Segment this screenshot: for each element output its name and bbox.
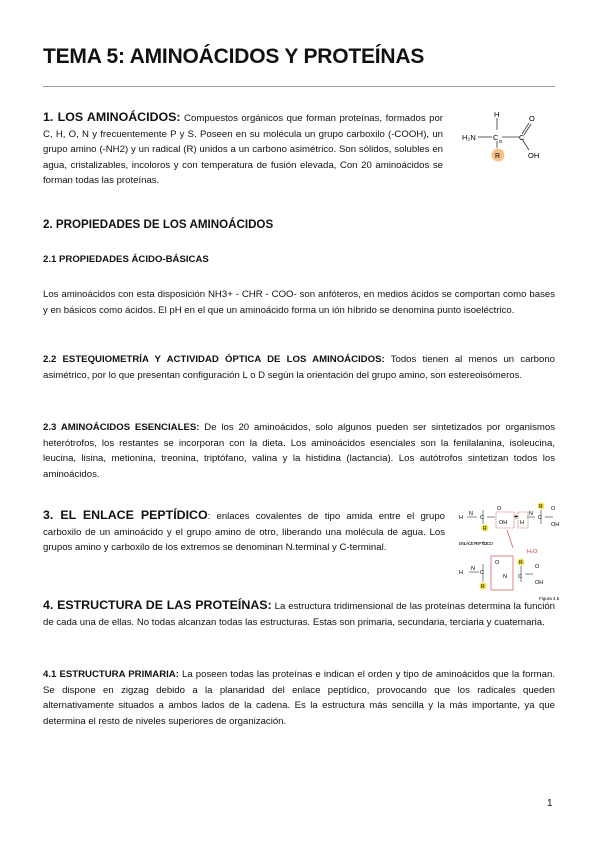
atom-o2: O <box>551 506 556 512</box>
atom-h3: H <box>459 570 463 576</box>
atom-o4: O <box>535 564 540 570</box>
water-label: H₂O <box>527 549 538 555</box>
peptide-bond-figure <box>455 500 561 604</box>
figure-caption: Figura 4.5 <box>539 596 560 601</box>
title-divider <box>43 86 555 87</box>
section-2-2-paragraph <box>43 352 555 383</box>
atom-c2: C <box>538 515 542 521</box>
section-4-text: La estructura tridimensional de las proteínas determina la función de cada una de ellas. No todas alcanzan todas las estructuras. Estas son primaria, secundaria, terciaria y cuaternaria. <box>43 601 555 628</box>
atom-r1: R <box>483 526 487 532</box>
atom-oh1: OH <box>499 520 508 526</box>
section-3-paragraph <box>43 508 445 556</box>
plus-sign: + <box>514 514 519 521</box>
section-2-3-paragraph <box>43 420 555 482</box>
atom-h1: H <box>459 515 463 521</box>
atom-h2: H <box>520 520 524 526</box>
label-h2n: H₂N <box>462 133 476 142</box>
peptide-bond-label: ENLACE PEPTÍDICO <box>459 541 493 546</box>
section-2-3-text: De los 20 aminoácidos, solo algunos pueden ser sintetizados por organismos heterótrofos, los restantes se incorporan con la dieta. Los aminoácidos esenciales son la fenilalanina, isoleucina, leucina, lisina, metionina, treonina, triptófano, valina y la histidina (lactancia). Los autótrofos sintetizan todos los aminoácidos. <box>43 422 555 480</box>
section-2-1-text: Los aminoácidos con esta disposición NH3+ - CHR - COO- son anfóteros, en medios ácidos se comportan como bases y en básicos como ácidos. El pH en el que un aminoácido forma un ión híbrido se denomina punto isoeléctrico. <box>43 289 555 316</box>
section-4-paragraph <box>43 598 555 630</box>
amino-acid-structure-figure <box>458 108 558 170</box>
section-2-1-heading: 2.1 PROPIEDADES ÁCIDO-BÁSICAS <box>43 254 209 265</box>
atom-n3: N <box>471 566 475 572</box>
section-2-2-heading: 2.2 ESTEQUIOMETRÍA Y ACTIVIDAD ÓPTICA DE LOS AMINOÁCIDOS: <box>43 354 385 365</box>
section-1-heading: 1. LOS AMINOÁCIDOS: <box>43 110 181 124</box>
label-alpha: α <box>499 139 502 145</box>
section-3-heading: 3. EL ENLACE PEPTÍDICO <box>43 508 208 522</box>
atom-r2: R <box>539 504 543 510</box>
document-title: TEMA 5: AMINOÁCIDOS Y PROTEÍNAS <box>43 45 425 68</box>
atom-r3: R <box>481 584 485 590</box>
section-2-2-text: Todos tienen al menos un carbono asimétrico, por lo que presentan configuración L o D según la orientación del grupo amino, son estereoisómeros. <box>43 354 555 381</box>
section-4-heading: 4. ESTRUCTURA DE LAS PROTEÍNAS: <box>43 598 272 612</box>
section-4-1-heading: 4.1 ESTRUCTURA PRIMARIA: <box>43 669 179 680</box>
label-r: R <box>495 153 501 160</box>
atom-n2: N <box>529 511 533 517</box>
section-4-1-paragraph <box>43 667 555 729</box>
page-number: 1 <box>547 798 553 809</box>
atom-c4: C <box>518 574 522 580</box>
atom-c1: C <box>480 515 484 521</box>
section-1-paragraph <box>43 110 443 189</box>
atom-c3: C <box>480 570 484 576</box>
label-c: C <box>519 133 525 142</box>
label-oh: OH <box>528 151 540 160</box>
atom-o3: O <box>495 560 500 566</box>
section-3-text: : enlaces covalentes de tipo amida entre el grupo carboxilo de un aminoácido y el grupo amino de otro, liberando una molécula de agua. Los grupos amino y carboxilo de los extremos se denominan N.terminal y C-terminal. <box>43 511 446 554</box>
atom-oh4: OH <box>535 580 544 586</box>
atom-oh2: OH <box>551 522 560 528</box>
section-1-text: Compuestos orgánicos que forman proteínas, formados por C, H, O, N y frecuentemente P y S. Poseen en su molécula un grupo carboxilo (-COOH), un grupo amino (-NH2) y un radical (R) unidos a un carbono asimétrico. Son sólidos, solubles en agua, cristalizables, incoloros y con temperatura de fusión elevada, Con 20 aminoácidos se forman todas las proteínas. <box>43 113 443 187</box>
section-2-3-heading: 2.3 AMINOÁCIDOS ESENCIALES: <box>43 422 200 433</box>
atom-r4: R <box>519 560 523 566</box>
label-o: O <box>529 114 535 123</box>
atom-n1: N <box>469 511 473 517</box>
atom-o1: O <box>497 506 502 512</box>
section-4-1-text: La poseen todas las proteínas e indican el orden y tipo de aminoácidos que la forman. Se dispone en zigzag debido a la planaridad del enlace peptídico, provocando que los radicales queden alternativamente situados a ambos lados de la cadena. Es la estructura más sencilla y la más importante, ya que determina el resto de niveles superiores de organización. <box>43 669 555 727</box>
label-c-alpha: C <box>493 133 499 142</box>
label-h: H <box>494 110 500 119</box>
atom-n4: N <box>503 574 507 580</box>
section-2-heading: 2. PROPIEDADES DE LOS AMINOÁCIDOS <box>43 218 274 231</box>
